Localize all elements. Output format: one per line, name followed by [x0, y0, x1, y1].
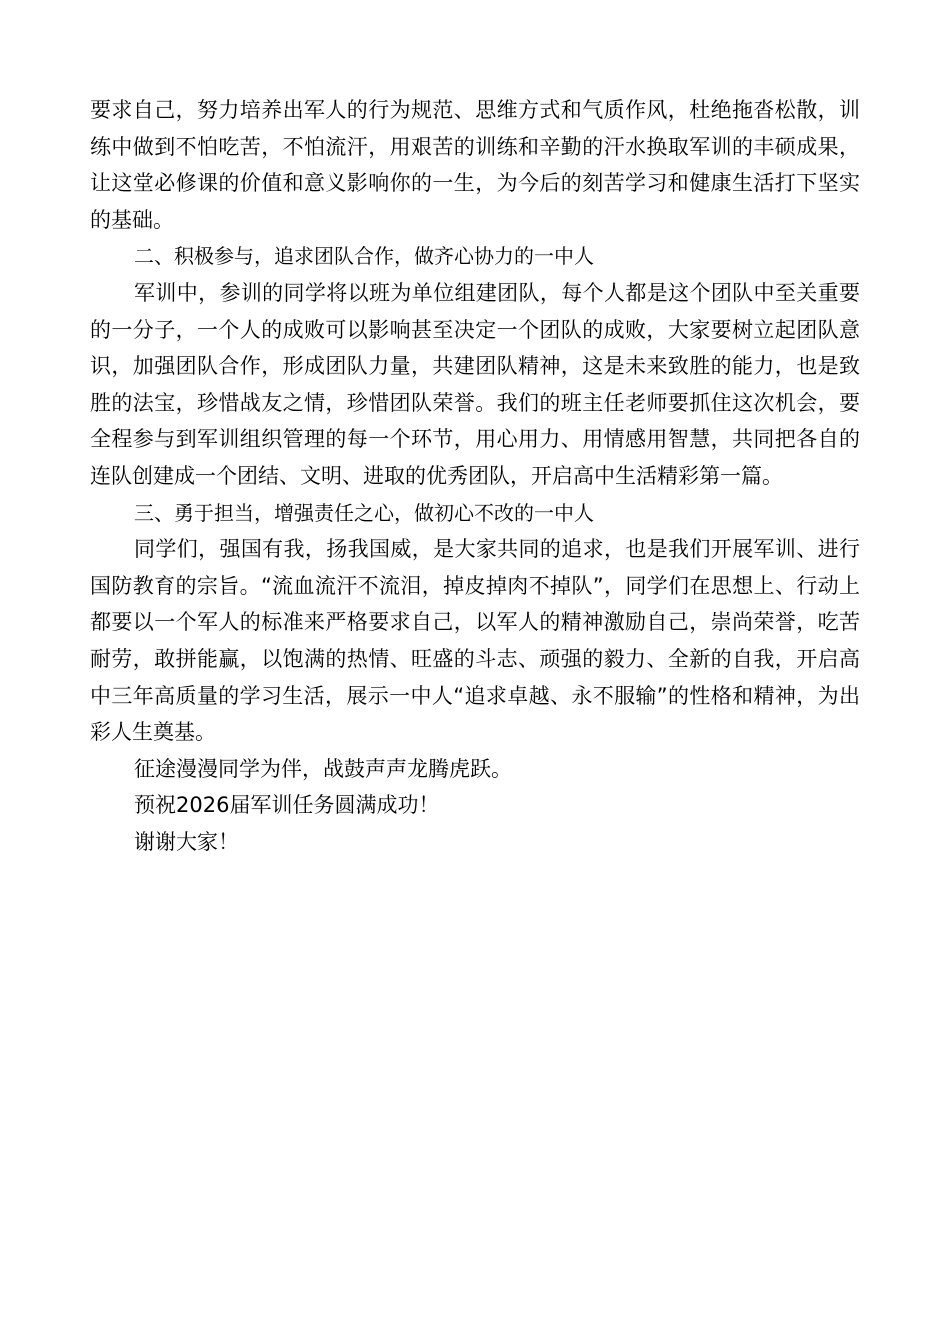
section-heading-2: 二、积极参与，追求团队合作，做齐心协力的一中人 [134, 244, 594, 269]
paragraph-continuation: 要求自己，努力培养出军人的行为规范、思维方式和气质作风，杜绝拖沓松散，训练中做到不怕吃苦，不怕流汗，用艰苦的训练和辛勤的汗水换取军训的丰硕成果，让这堂必修课的价值和意义影响你的一生，为今后的刻苦学习和健康生活打下坚实的基础。 [90, 98, 860, 232]
paragraph-closing-couplet: 征途漫漫同学为伴，战鼓声声龙腾虎跃。 [134, 756, 512, 781]
paragraph-teamwork: 军训中，参训的同学将以班为单位组建团队，每个人都是这个团队中至关重要的一分子，一个人的成败可以影响甚至决定一个团队的成败，大家要树立起团队意识，加强团队合作，形成团队力量，共建团队精神，这是未来致胜的能力，也是致胜的法宝，珍惜战友之情，珍惜团队荣誉。我们的班主任老师要抓住这次机会，要全程参与到军训组织管理的每一个环节，用心用力、用情感用智慧，共同把各自的连队创建成一个团结、文明、进取的优秀团队，开启高中生活精彩第一篇。 [90, 280, 860, 488]
paragraph-responsibility: 同学们，强国有我，扬我国威，是大家共同的追求，也是我们开展军训、进行国防教育的宗旨。“流血流汗不流泪，掉皮掉肉不掉队”，同学们在思想上、行动上都要以一个军人的标准来严格要求自己，以军人的精神激励自己，崇尚荣誉，吃苦耐劳，敢拼能赢，以饱满的热情、旺盛的斗志、顽强的毅力、全新的自我，开启高中三年高质量的学习生活，展示一中人“追求卓越、永不服输”的性格和精神，为出彩人生奠基。 [90, 537, 860, 745]
document-body [90, 92, 860, 860]
section-heading-3: 三、勇于担当，增强责任之心，做初心不改的一中人 [134, 500, 594, 525]
paragraph-wishes: 预祝2026届军训任务圆满成功！ [134, 793, 440, 818]
paragraph-thanks: 谢谢大家！ [134, 829, 239, 854]
